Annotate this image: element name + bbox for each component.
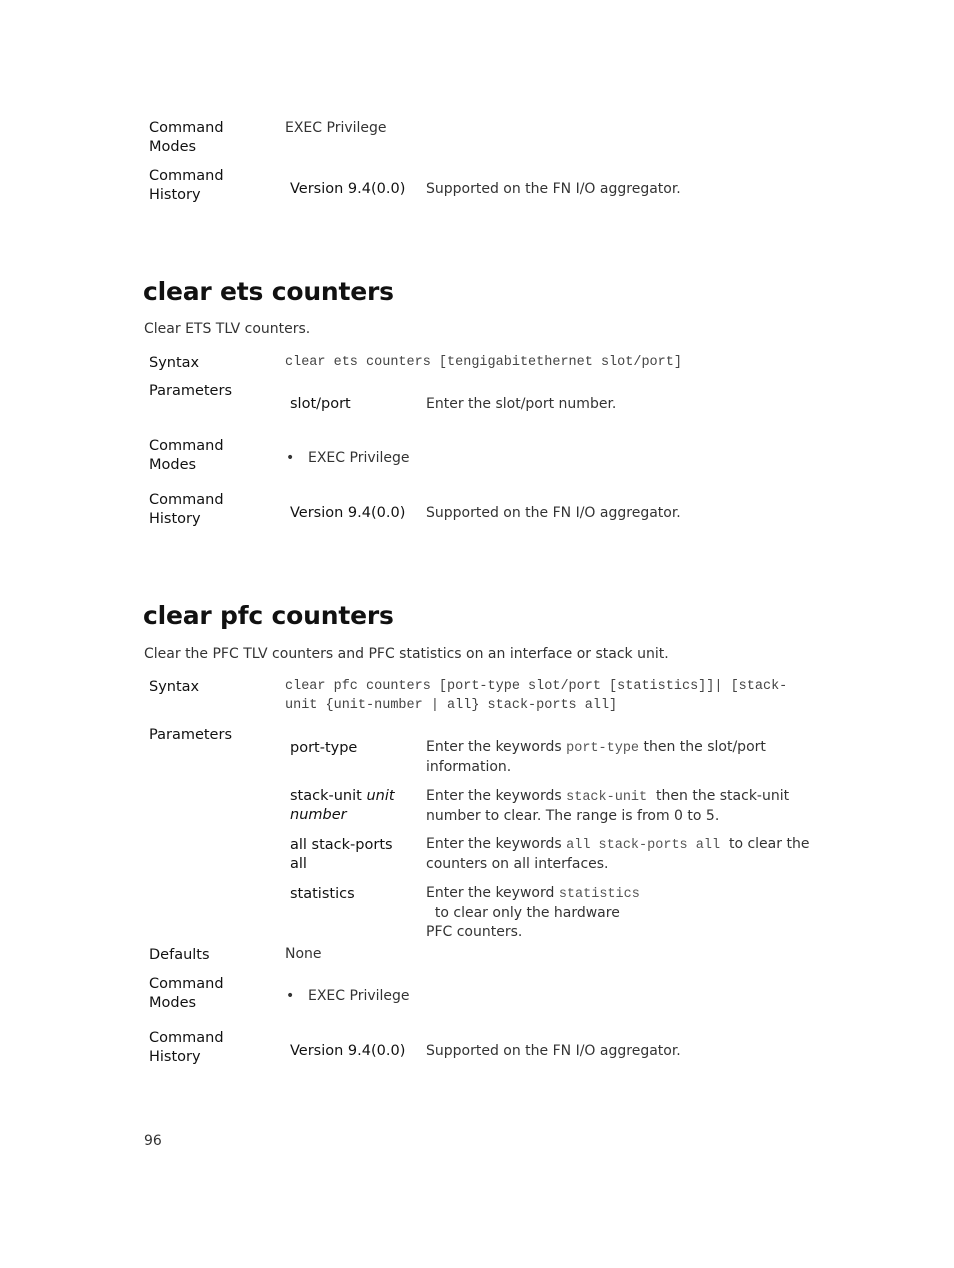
section-description-ets: Clear ETS TLV counters. (144, 321, 311, 337)
command-modes-label: Command Modes (149, 438, 224, 473)
defaults-label: Defaults (149, 947, 210, 963)
history-description: Supported on the FN I/O aggregator. (426, 181, 681, 197)
syntax-code: clear ets counters [tengigabitethernet slot/port] (285, 355, 682, 370)
param-description-port-type: Enter the keywords port-type then the slot/port information. (426, 739, 766, 775)
parameters-label: Parameters (149, 727, 232, 743)
history-description: Supported on the FN I/O aggregator. (426, 505, 681, 521)
history-version: Version 9.4(0.0) (290, 1043, 406, 1059)
syntax-label: Syntax (149, 355, 200, 371)
param-name-all-stack-ports: all stack-ports all (290, 837, 393, 872)
command-history-label: Command History (149, 492, 224, 527)
param-name-port-type: port-type (290, 740, 358, 756)
command-history-label: Command History (149, 168, 224, 203)
param-name: slot/port (290, 396, 351, 412)
param-description: Enter the slot/port number. (426, 396, 617, 412)
param-name-statistics: statistics (290, 886, 355, 902)
section-title-pfc: clear pfc counters (143, 601, 394, 630)
param-description-statistics: Enter the keyword statistics to clear only the hardware PFC counters. (426, 885, 640, 940)
history-version: Version 9.4(0.0) (290, 181, 406, 197)
command-history-label: Command History (149, 1030, 224, 1065)
param-description-stack-unit: Enter the keywords stack-unit then the stack-unit number to clear. The range is from 0 to 5. (426, 788, 790, 824)
page-number: 96 (144, 1133, 162, 1149)
command-modes-value: • EXEC Privilege (308, 987, 410, 1006)
history-version: Version 9.4(0.0) (290, 505, 406, 521)
defaults-value: None (285, 946, 322, 962)
history-description: Supported on the FN I/O aggregator. (426, 1043, 681, 1059)
section-description-pfc: Clear the PFC TLV counters and PFC statistics on an interface or stack unit. (144, 646, 669, 662)
param-name-stack-unit: stack-unit unit number (290, 788, 395, 823)
command-modes-value: EXEC Privilege (285, 120, 387, 136)
syntax-label: Syntax (149, 679, 200, 695)
section-title-ets: clear ets counters (143, 277, 394, 306)
syntax-code-line-1: clear pfc counters [port-type slot/port [statistics]]| [stack- (285, 679, 788, 694)
command-modes-label: Command Modes (149, 120, 224, 155)
parameters-label: Parameters (149, 383, 232, 399)
command-modes-label: Command Modes (149, 976, 224, 1011)
syntax-code-line-2: unit {unit-number | all} stack-ports all] (285, 698, 618, 713)
command-modes-value: • EXEC Privilege (308, 449, 410, 468)
param-description-all-stack-ports: Enter the keywords all stack-ports all to clear the counters on all interfaces. (426, 836, 810, 872)
